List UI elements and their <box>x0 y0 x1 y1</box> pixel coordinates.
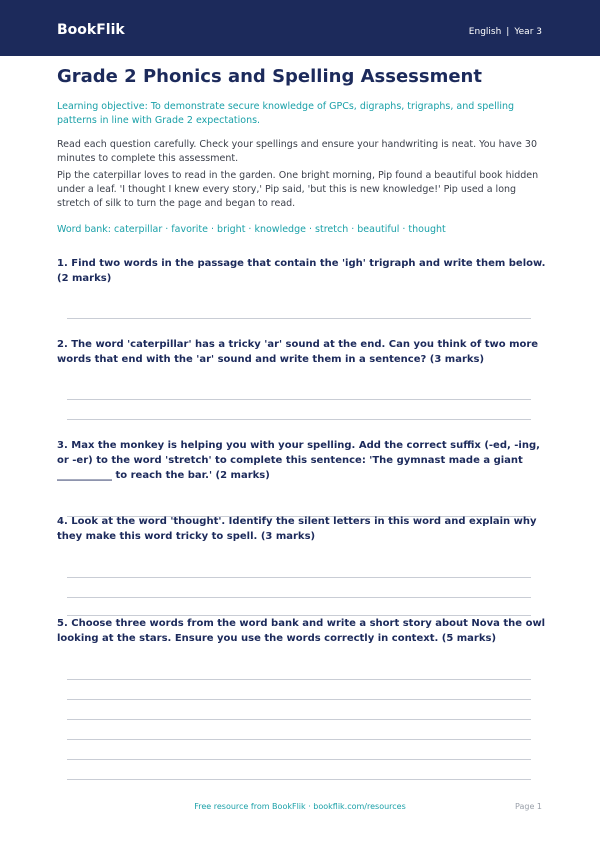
page-title: Grade 2 Phonics and Spelling Assessment <box>57 66 482 87</box>
reading-passage: Pip the caterpillar loves to read in the garden. One bright morning, Pip found a beautiful book hidden under a leaf. 'I thought I knew every story,' Pip said, 'but this is new knowledge!' Pip used a long stretch of silk to turn the page and began to read. <box>57 170 539 209</box>
answer-line[interactable] <box>67 577 531 578</box>
answer-line[interactable] <box>67 679 531 680</box>
answer-line[interactable] <box>67 739 531 740</box>
answer-line[interactable] <box>67 779 531 780</box>
question-3: 3. Max the monkey is helping you with your spelling. Add the correct suffix (-ed, -ing, or -er) to the word 'stretch' to complete this sentence: 'The gymnast made a giant ___________ to reach the bar.' (2 marks) <box>57 440 540 481</box>
question-1: 1. Find two words in the passage that contain the 'igh' trigraph and write them below. (2 marks) <box>57 258 546 284</box>
header-bar <box>0 0 600 56</box>
breadcrumb-separator: | <box>506 27 510 37</box>
word-bank: Word bank: caterpillar · favorite · bright · knowledge · stretch · beautiful · thought <box>57 224 446 235</box>
subject-label: English <box>468 27 502 37</box>
footer-resource-link[interactable]: Free resource from BookFlik · bookflik.com/resources <box>194 802 406 811</box>
answer-line[interactable] <box>67 399 531 400</box>
page-number: Page 1 <box>515 802 542 811</box>
answer-line[interactable] <box>67 719 531 720</box>
year-label: Year 3 <box>514 27 542 37</box>
answer-line[interactable] <box>67 419 531 420</box>
subject-breadcrumb <box>469 27 542 37</box>
learning-objective: Learning objective: To demonstrate secure knowledge of GPCs, digraphs, trigraphs, and spelling patterns in line with Grade 2 expectations. <box>57 101 515 126</box>
question-5: 5. Choose three words from the word bank and write a short story about Nova the owl looking at the stars. Ensure you use the words correctly in context. (5 marks) <box>57 618 546 644</box>
instructions-text: Read each question carefully. Check your spellings and ensure your handwriting is neat. You have 30 minutes to complete this assessment. <box>57 139 537 164</box>
question-4: 4. Look at the word 'thought'. Identify the silent letters in this word and explain why they make this word tricky to spell. (3 marks) <box>57 516 537 542</box>
brand-logo[interactable]: BookFlik <box>57 22 125 38</box>
answer-line[interactable] <box>67 699 531 700</box>
answer-line[interactable] <box>67 318 531 319</box>
answer-line[interactable] <box>67 597 531 598</box>
question-2: 2. The word 'caterpillar' has a tricky 'ar' sound at the end. Can you think of two more words that end with the 'ar' sound and write them in a sentence? (3 marks) <box>57 339 539 365</box>
answer-line[interactable] <box>67 759 531 760</box>
